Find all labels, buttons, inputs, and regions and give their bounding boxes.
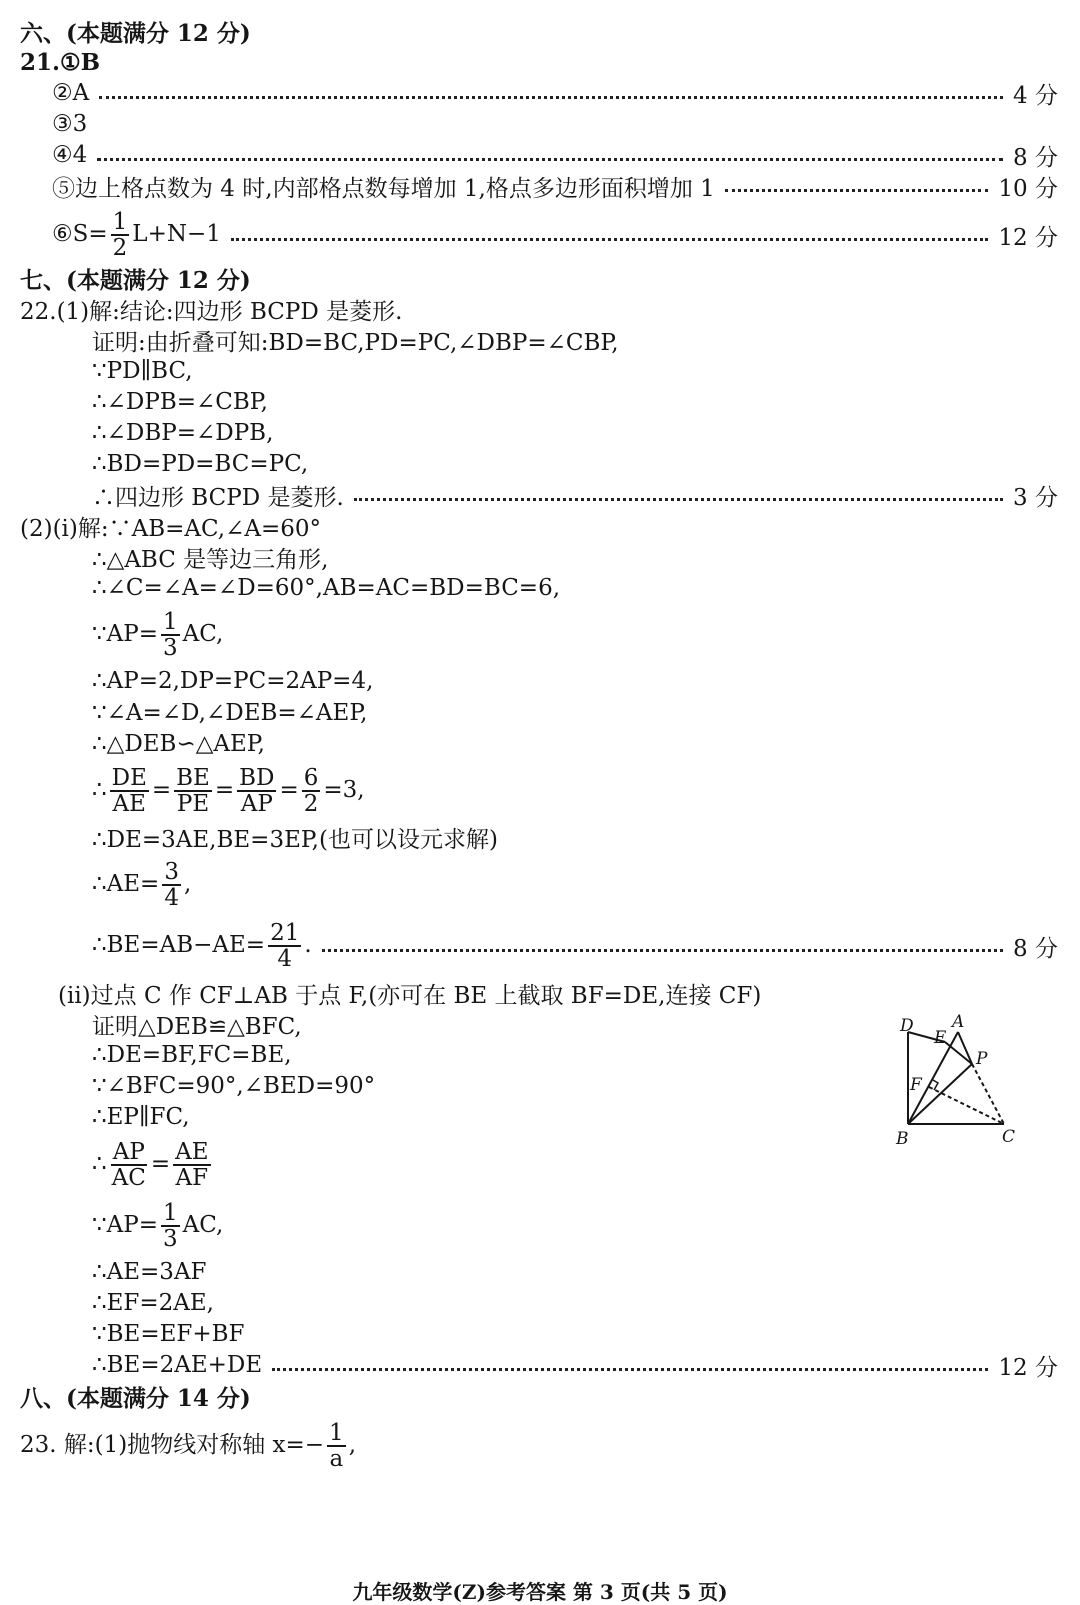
fraction: $\frac{3}{4}$ [164, 858, 179, 911]
q22-part2-line-8: ∴ $\frac{DE}{AE}$ = $\frac{BE}{PE}$ = $\frac{BD}{AP}$ = $\frac{6}{2}$ =3, [92, 764, 365, 817]
q22-part2-line-7: ∴△DEB∽△AEP, [92, 731, 265, 757]
fraction: $\frac{BD}{AP}$ [239, 764, 275, 817]
q22-part2-line-5: ∴AP=2,DP=PC=2AP=4, [92, 668, 374, 694]
q22-part2-line-3: ∴∠C=∠A=∠D=60°,AB=AC=BD=BC=6, [92, 575, 561, 601]
score: 12 分 [998, 224, 1058, 251]
q22-part2-line-6: ∵∠A=∠D,∠DEB=∠AEP, [92, 700, 368, 726]
section-7-header: 七、(本题满分 12 分) [20, 266, 251, 294]
fraction: $\frac{6}{2}$ [303, 764, 319, 817]
q22-line-6: ∴BD=PD=BC=PC, [92, 451, 309, 477]
label-d: D [900, 1016, 914, 1036]
score: 3 分 [1013, 484, 1058, 511]
q22-part2-ii-line-1: (ii)过点 C 作 CF⊥AB 于点 F,(亦可在 BE 上截取 BF=DE,连接 CF) [58, 982, 762, 1009]
right-angle-mark [933, 1080, 938, 1090]
q22-line-2: 证明:由折叠可知:BD=BC,PD=PC,∠DBP=∠CBP, [92, 329, 619, 356]
q22-part2-ii-line-6: ∴ $\frac{AP}{AC}$ = $\frac{AE}{AF}$ [92, 1138, 209, 1191]
q22-part2-ii-line-5: ∴EP∥FC, [92, 1104, 190, 1130]
fraction: $\frac{1}{3}$ [163, 1199, 178, 1252]
label-p: P [976, 1049, 988, 1069]
fraction: $\frac{BE}{PE}$ [176, 764, 210, 817]
label-c: C [1002, 1127, 1016, 1147]
score: 10 分 [998, 175, 1058, 202]
score: 8 分 [1013, 144, 1058, 171]
label-a: A [952, 1012, 965, 1032]
section-8-header: 八、(本题满分 14 分) [20, 1384, 251, 1412]
section-6-header: 六、(本题满分 12 分) [20, 19, 251, 47]
q21-line-1: 21.①B [20, 48, 101, 76]
q22-part2-ii-line-7: ∵AP= $\frac{1}{3}$ AC, [92, 1199, 224, 1252]
q23-line-1: 23. 解:(1)抛物线对称轴 x=− $\frac{1}{a}$ , [20, 1419, 356, 1472]
q22-part2-ii-line-10: ∵BE=EF+BF [92, 1321, 245, 1347]
q21-line-5: ⑤边上格点数为 4 时,内部格点数每增加 1,格点多边形面积增加 1 10 分 [52, 169, 1058, 203]
q22-line-4: ∴∠DPB=∠CBP, [92, 389, 268, 415]
score: 4 分 [1013, 82, 1058, 109]
fraction: $\frac{AE}{AF}$ [175, 1138, 209, 1191]
q22-part2-line-9: ∴DE=3AE,BE=3EP,(也可以设元求解) [92, 826, 498, 853]
q22-line-7: ∴四边形 BCPD 是菱形. 3 分 [92, 478, 1058, 512]
q22-part2-ii-line-11: ∴BE=2AE+DE 12 分 [92, 1348, 1058, 1382]
q22-part2-ii-line-9: ∴EF=2AE, [92, 1290, 214, 1316]
q22-line-1: 22.(1)解:结论:四边形 BCPD 是菱形. [20, 298, 403, 325]
score: 8 分 [1013, 935, 1058, 962]
q22-line-5: ∴∠DBP=∠DPB, [92, 420, 274, 446]
q22-part2-ii-line-4: ∵∠BFC=90°,∠BED=90° [92, 1073, 376, 1099]
fraction: $\frac{21}{4}$ [270, 919, 300, 972]
label-f: F [910, 1075, 922, 1095]
q22-part2-ii-line-8: ∴AE=3AF [92, 1259, 207, 1285]
geometry-figure [896, 1012, 1060, 1164]
label-b: B [896, 1129, 909, 1149]
q22-part2-ii-line-3: ∴DE=BF,FC=BE, [92, 1042, 292, 1068]
q21-line-2: ②A 4 分 [52, 76, 1058, 110]
q22-part2-line-4: ∵AP= $\frac{1}{3}$ AC, [92, 608, 224, 661]
score: 12 分 [998, 1354, 1058, 1381]
q21-line-3: ③3 [52, 111, 88, 137]
fraction: $\frac{1}{3}$ [163, 608, 178, 661]
q21-line-6: ⑥S= $\frac{1}{2}$ L+N−1 12 分 [52, 208, 1058, 261]
q22-part2-ii-line-2: 证明△DEB≌△BFC, [92, 1013, 302, 1040]
page-footer: 九年级数学(Z)参考答案 第 3 页(共 5 页) [352, 1580, 728, 1604]
fraction: $\frac{1}{2}$ [112, 208, 128, 261]
q22-part2-line-2: ∴△ABC 是等边三角形, [92, 546, 329, 573]
q22-part2-line-1: (2)(i)解:∵AB=AC,∠A=60° [20, 515, 322, 542]
q22-line-3: ∵PD∥BC, [92, 358, 193, 384]
q21-line-4: ④4 8 分 [52, 138, 1058, 172]
label-e: E [934, 1028, 947, 1048]
q22-part2-line-11: ∴BE=AB−AE= $\frac{21}{4}$ . 8 分 [92, 919, 1058, 972]
fraction: $\frac{AP}{AC}$ [111, 1138, 146, 1191]
fraction: $\frac{DE}{AE}$ [111, 764, 147, 817]
q22-part2-line-10: ∴AE= $\frac{3}{4}$ , [92, 858, 192, 911]
fraction: $\frac{1}{a}$ [329, 1419, 344, 1472]
